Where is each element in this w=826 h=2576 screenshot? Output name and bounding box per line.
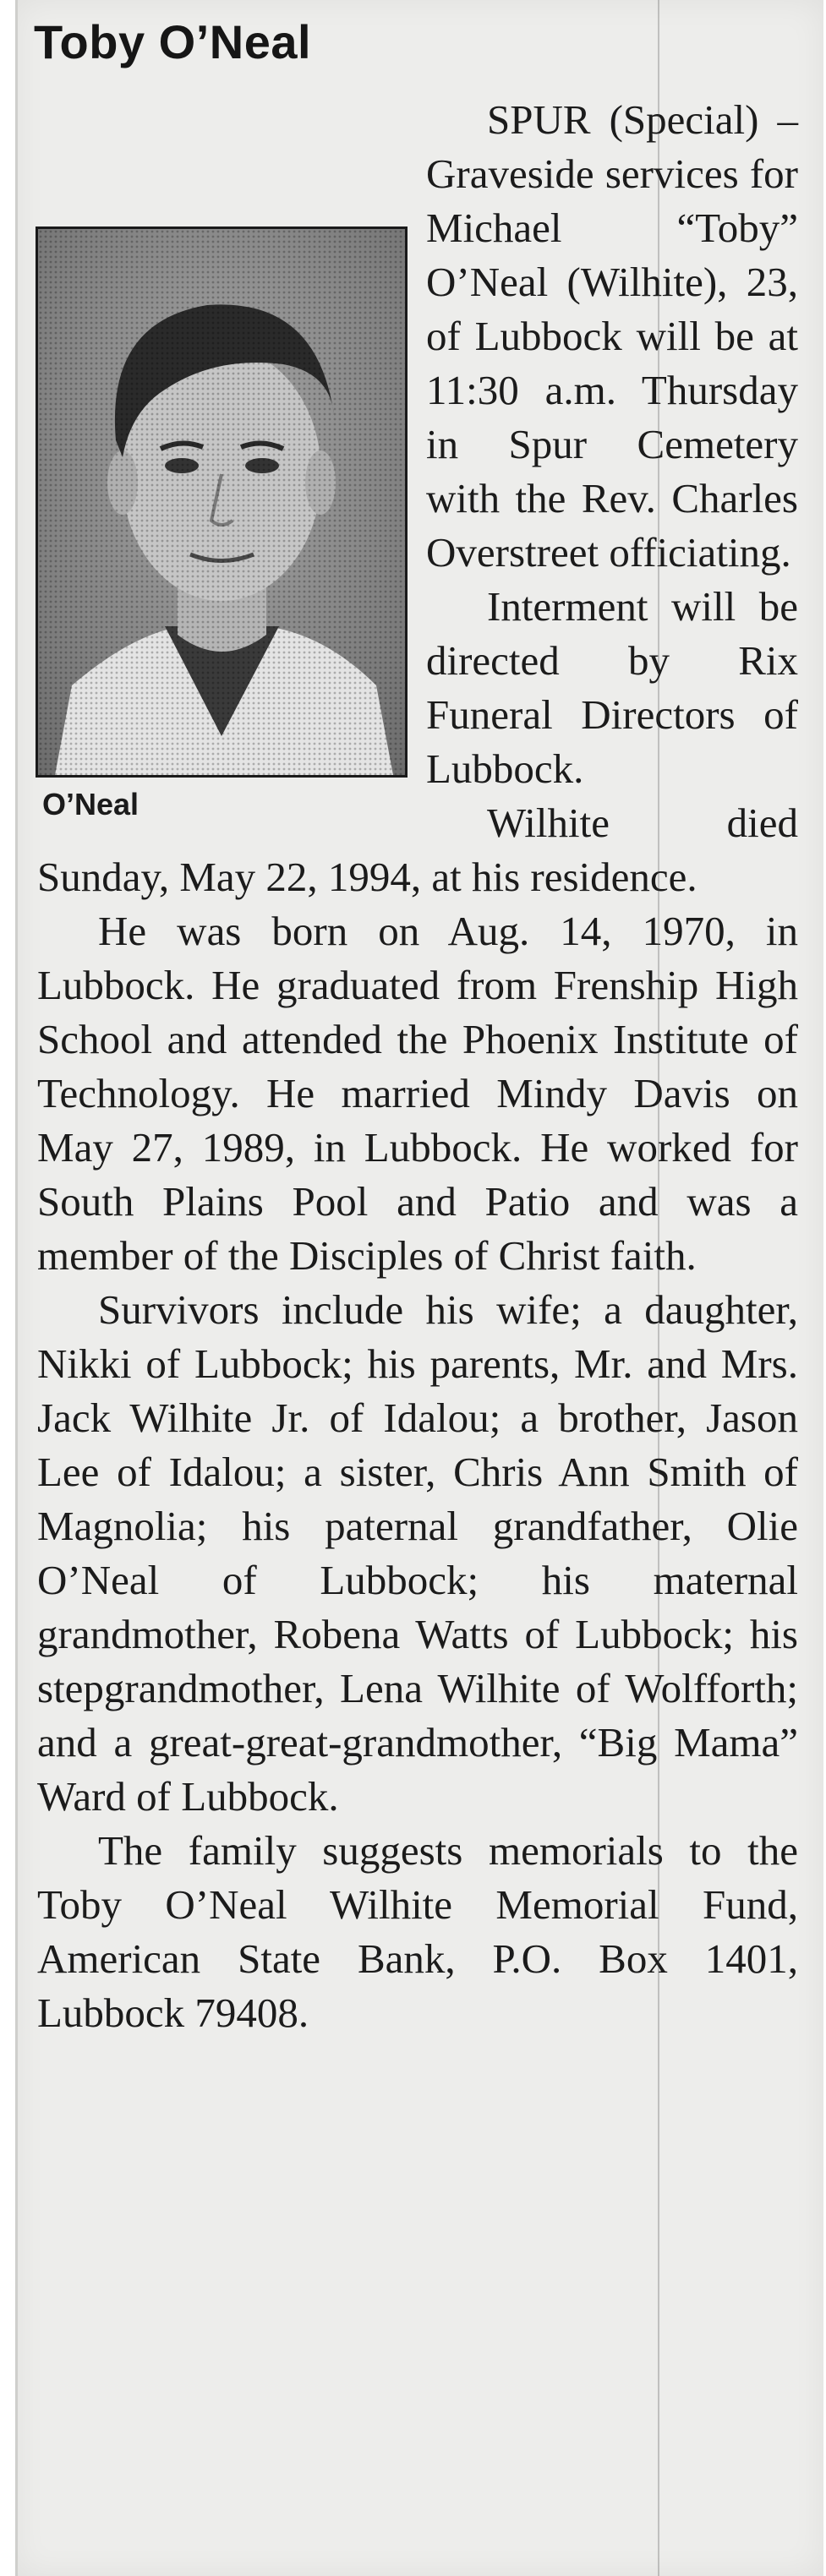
paragraph-death: Wilhite died Sunday, May 22, 1994, at his residence.: [37, 800, 798, 900]
paragraph-memorials: The family suggests memorials to the Toby O’Neal Wilhite Memorial Fund, American State Bank, P.O. Box 1401, Lubbock 79408.: [37, 1827, 798, 2036]
portrait-photo: [36, 226, 408, 778]
photo-caption: O’Neal: [42, 787, 139, 821]
obituary-body: [37, 93, 798, 2040]
fold-crease: [658, 0, 659, 2576]
newspaper-clipping: [15, 0, 823, 2576]
clipping-edge: [15, 0, 18, 2576]
paragraph-services: SPUR (Special) – Graveside services for Michael “Toby” O’Neal (Wilhite), 23, of Lubbock will be at 11:30 a.m. Thursday in Spur Cemetery with the Rev. Charles Overstreet officiating.: [426, 96, 798, 576]
paragraph-survivors: Survivors include his wife; a daughter, Nikki of Lubbock; his parents, Mr. and Mrs. Jack Wilhite Jr. of Idalou; a brother, Jason Lee of Idalou; a sister, Chris Ann Smith of Magnolia; his paternal grandfather, Olie O’Neal of Lubbock; his maternal grandmother, Robena Watts of Lubbock; his stepgrandmother, Lena Wilhite of Wolfforth; and a great-great-grandmother, “Big Mama” Ward of Lubbock.: [37, 1286, 798, 1820]
portrait-photo-box: [36, 226, 408, 821]
paragraph-biography: He was born on Aug. 14, 1970, in Lubbock. He graduated from Frenship High School and attended the Phoenix Institute of Technology. He married Mindy Davis on May 27, 1989, in Lubbock. He worked for South Plains Pool and Patio and was a member of the Disciples of Christ faith.: [37, 908, 798, 1279]
portrait-image-icon: [38, 229, 405, 775]
obituary-headline: Toby O’Neal: [34, 15, 312, 68]
paragraph-interment: Interment will be directed by Rix Funeral Directors of Lubbock.: [426, 583, 798, 792]
